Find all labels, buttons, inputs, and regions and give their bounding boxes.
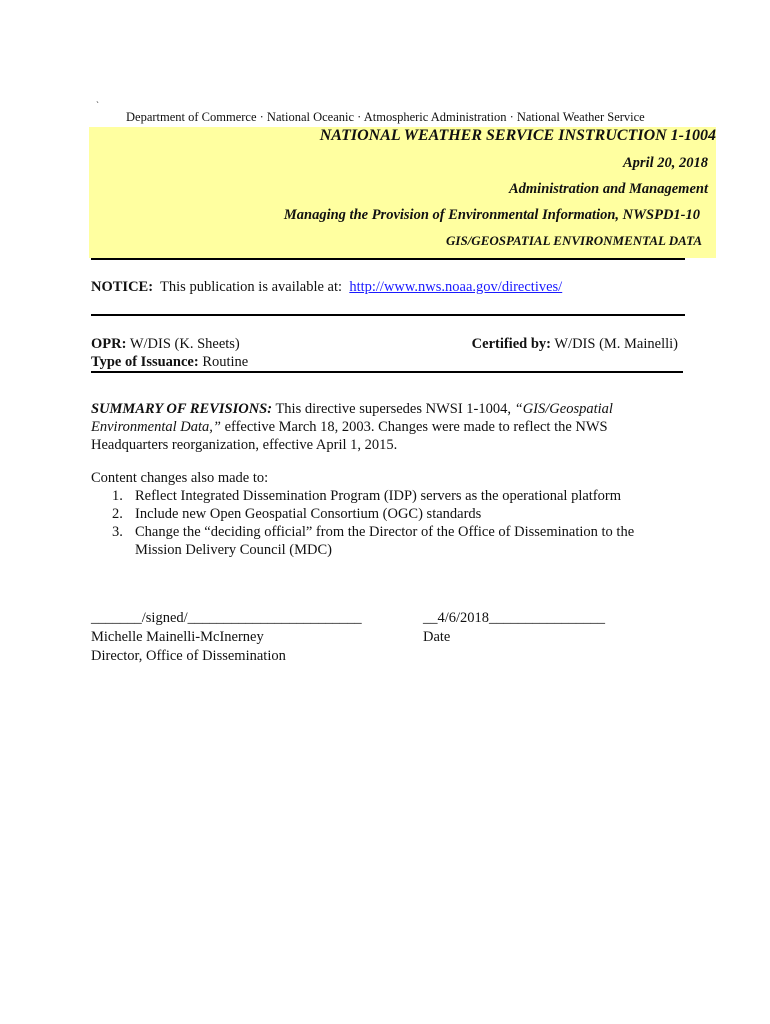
summary-label: SUMMARY OF REVISIONS: [91, 401, 273, 417]
list-number: 3. [112, 524, 123, 540]
divider [91, 258, 685, 260]
instruction-date: April 20, 2018 [623, 155, 708, 171]
summary-quoted-title-2: Environmental Data,” [91, 419, 221, 435]
instruction-category: Administration and Management [508, 181, 708, 197]
list-text: Include new Open Geospatial Consortium (OGC) standards [135, 506, 482, 522]
list-item [112, 524, 634, 541]
signature-line: _______/signed/________________________ [91, 610, 362, 626]
notice-line [91, 279, 562, 296]
summary-text-2: effective March 18, 2003. Changes were made to reflect the NWS [224, 419, 608, 435]
signature-date: __4/6/2018________________ [423, 610, 606, 626]
stray-mark: ` [96, 100, 99, 110]
summary-of-revisions [91, 400, 613, 454]
divider [91, 314, 685, 316]
opr-label: OPR: [91, 336, 127, 352]
department-line: Department of Commerce · National Oceanic · Atmospheric Administration · National Weather Service [126, 110, 645, 124]
summary-text-3: Headquarters reorganization, effective April 1, 2015. [91, 437, 398, 453]
list-item [112, 506, 481, 523]
opr-line [91, 336, 240, 353]
policy-directive: Managing the Provision of Environmental Information, NWSPD1-10 [283, 207, 700, 223]
issuance-value: Routine [202, 354, 249, 370]
notice-label: NOTICE: [91, 279, 154, 295]
directives-link[interactable]: http://www.nws.noaa.gov/directives/ [349, 279, 563, 295]
list-item [112, 488, 621, 505]
summary-text-1: This directive supersedes NWSI 1-1004, [275, 401, 512, 417]
content-changes-intro: Content changes also made to: [91, 470, 269, 486]
instruction-title: NATIONAL WEATHER SERVICE INSTRUCTION 1-1004 [319, 127, 716, 144]
certified-label: Certified by: [471, 336, 551, 352]
divider [91, 371, 683, 373]
issuance-label: Type of Issuance: [91, 354, 199, 370]
summary-quoted-title-1: “GIS/Geospatial [514, 401, 613, 417]
date-label: Date [423, 629, 451, 645]
certified-value: W/DIS (M. Mainelli) [554, 336, 678, 352]
issuance-line [91, 354, 248, 371]
list-text: Change the “deciding official” from the Director of the Office of Dissemination to the [135, 524, 635, 540]
list-item-continuation: Mission Delivery Council (MDC) [135, 542, 332, 558]
list-text: Reflect Integrated Dissemination Program (IDP) servers as the operational platform [135, 488, 621, 504]
signer-title: Director, Office of Dissemination [91, 648, 286, 664]
certified-line [472, 336, 678, 353]
list-number: 2. [112, 506, 123, 522]
opr-value: W/DIS (K. Sheets) [129, 336, 240, 352]
instruction-subject: GIS/GEOSPATIAL ENVIRONMENTAL DATA [446, 233, 702, 248]
notice-text: This publication is available at: [160, 279, 343, 295]
list-number: 1. [112, 488, 123, 504]
signer-name: Michelle Mainelli-McInerney [91, 629, 264, 645]
